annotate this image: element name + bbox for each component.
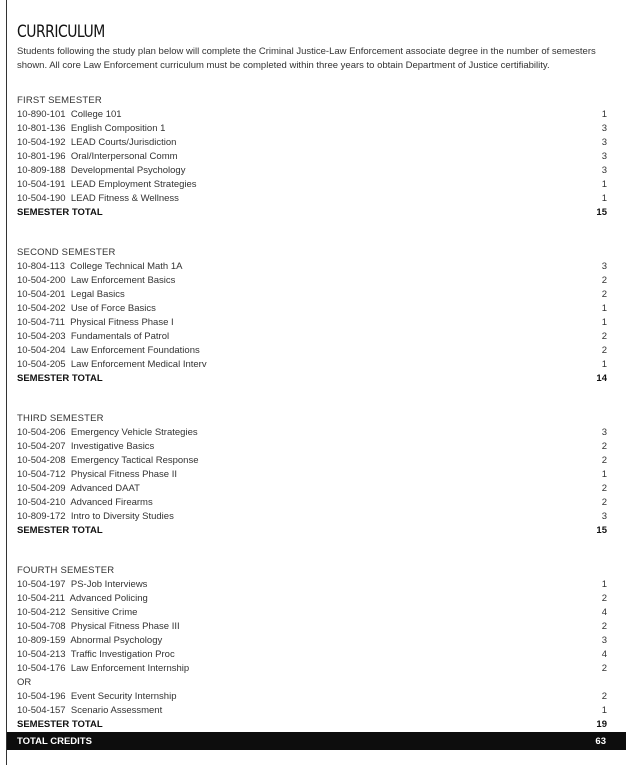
course-credits: 2 <box>601 441 607 452</box>
course-row <box>17 606 607 620</box>
semester-total-value: 14 <box>596 373 607 384</box>
semester-third <box>17 412 607 538</box>
semester-total-label: SEMESTER TOTAL <box>17 207 103 218</box>
course-credits: 2 <box>601 331 607 342</box>
course-credits: 1 <box>601 705 607 716</box>
semester-heading: FIRST SEMESTER <box>17 95 102 106</box>
semester-heading: SECOND SEMESTER <box>17 247 116 258</box>
semester-total-label: SEMESTER TOTAL <box>17 373 103 384</box>
course-credits: 1 <box>601 469 607 480</box>
course-credits: 3 <box>601 427 607 438</box>
course-credits: 3 <box>601 137 607 148</box>
spacer <box>17 538 607 564</box>
course-label: 10-504-202 Use of Force Basics <box>17 303 156 314</box>
course-label: 10-890-101 College 101 <box>17 109 122 120</box>
semester-second <box>17 246 607 386</box>
course-label: 10-504-204 Law Enforcement Foundations <box>17 345 200 356</box>
total-credits-bar <box>7 732 626 750</box>
course-label: 10-504-203 Fundamentals of Patrol <box>17 331 170 342</box>
course-row <box>17 344 607 358</box>
course-credits: 1 <box>601 317 607 328</box>
curriculum-page <box>17 22 607 732</box>
course-credits: 3 <box>601 151 607 162</box>
spacer <box>17 386 607 412</box>
course-credits: 2 <box>601 621 607 632</box>
course-credits: 2 <box>601 275 607 286</box>
semester-first <box>17 94 607 220</box>
course-row <box>17 620 607 634</box>
course-credits: 2 <box>601 455 607 466</box>
course-row <box>17 496 607 510</box>
course-credits: 2 <box>601 483 607 494</box>
course-row <box>17 302 607 316</box>
course-row <box>17 454 607 468</box>
course-label: 10-504-712 Physical Fitness Phase II <box>17 469 178 480</box>
course-row <box>17 358 607 372</box>
course-label: 10-504-210 Advanced Firearms <box>17 497 153 508</box>
course-credits: 3 <box>601 511 607 522</box>
course-row <box>17 108 607 122</box>
semester-total-row <box>17 372 607 386</box>
or-separator-row <box>17 676 607 690</box>
course-credits: 3 <box>601 123 607 134</box>
course-label: 10-801-196 Oral/Interpersonal Comm <box>17 151 178 162</box>
course-label: 10-504-176 Law Enforcement Internship <box>17 663 190 674</box>
course-credits: 1 <box>601 303 607 314</box>
course-row <box>17 468 607 482</box>
intro-paragraph: Students following the study plan below will complete the Criminal Justice-Law Enforcement associate degree in the number of semesters shown. All core Law Enforcement curriculum must be completed within three years to obtain Department of Justice certifiability. <box>17 46 596 71</box>
course-row <box>17 648 607 662</box>
course-label: 10-504-206 Emergency Vehicle Strategies <box>17 427 198 438</box>
semester-total-row <box>17 524 607 538</box>
course-row <box>17 122 607 136</box>
course-label: 10-804-113 College Technical Math 1A <box>17 261 183 272</box>
spacer <box>17 220 607 246</box>
course-credits: 1 <box>601 193 607 204</box>
course-label: 10-504-211 Advanced Policing <box>17 593 148 604</box>
semester-total-value: 15 <box>596 525 607 536</box>
course-label: 10-504-190 LEAD Fitness & Wellness <box>17 193 179 204</box>
total-credits-label: TOTAL CREDITS <box>17 735 92 747</box>
or-separator-label: OR <box>17 677 32 688</box>
course-row <box>17 482 607 496</box>
course-label: 10-504-191 LEAD Employment Strategies <box>17 179 197 190</box>
semester-total-label: SEMESTER TOTAL <box>17 525 103 536</box>
course-row <box>17 164 607 178</box>
semester-heading: THIRD SEMESTER <box>17 413 104 424</box>
course-label: 10-504-209 Advanced DAAT <box>17 483 140 494</box>
course-label: 10-504-711 Physical Fitness Phase I <box>17 317 174 328</box>
semester-total-label: SEMESTER TOTAL <box>17 719 103 730</box>
course-row <box>17 704 607 718</box>
course-row <box>17 288 607 302</box>
course-credits: 2 <box>601 593 607 604</box>
course-credits: 2 <box>601 691 607 702</box>
course-row <box>17 592 607 606</box>
course-credits: 1 <box>601 579 607 590</box>
course-label: 10-504-207 Investigative Basics <box>17 441 155 452</box>
course-credits: 3 <box>601 635 607 646</box>
course-row <box>17 274 607 288</box>
course-credits: 2 <box>601 663 607 674</box>
course-row <box>17 440 607 454</box>
course-credits: 4 <box>601 649 607 660</box>
semester-fourth <box>17 564 607 732</box>
course-label: 10-504-708 Physical Fitness Phase III <box>17 621 180 632</box>
course-label: 10-504-200 Law Enforcement Basics <box>17 275 176 286</box>
course-row <box>17 690 607 704</box>
course-row <box>17 426 607 440</box>
course-row <box>17 634 607 648</box>
left-margin-rule <box>6 0 7 765</box>
semester-total-value: 15 <box>596 207 607 218</box>
semester-heading: FOURTH SEMESTER <box>17 565 115 576</box>
course-row <box>17 662 607 676</box>
total-credits-value: 63 <box>595 735 606 747</box>
course-label: 10-809-159 Abnormal Psychology <box>17 635 163 646</box>
course-credits: 1 <box>601 109 607 120</box>
course-label: 10-809-172 Intro to Diversity Studies <box>17 511 174 522</box>
course-credits: 2 <box>601 497 607 508</box>
course-label: 10-504-192 LEAD Courts/Jurisdiction <box>17 137 177 148</box>
course-row <box>17 260 607 274</box>
course-row <box>17 178 607 192</box>
course-credits: 2 <box>601 289 607 300</box>
course-row <box>17 578 607 592</box>
course-label: 10-809-188 Developmental Psychology <box>17 165 186 176</box>
course-credits <box>583 676 607 690</box>
course-credits: 3 <box>601 165 607 176</box>
course-label: 10-801-136 English Composition 1 <box>17 123 166 134</box>
course-credits: 4 <box>601 607 607 618</box>
course-label: 10-504-212 Sensitive Crime <box>17 607 138 618</box>
spacer <box>17 72 607 94</box>
course-label: 10-504-205 Law Enforcement Medical Interv <box>17 359 207 370</box>
course-row <box>17 136 607 150</box>
course-row <box>17 316 607 330</box>
course-row <box>17 330 607 344</box>
course-label: 10-504-208 Emergency Tactical Response <box>17 455 199 466</box>
semester-total-value: 19 <box>596 719 607 730</box>
page-title: CURRICULUM <box>17 22 105 42</box>
course-credits: 2 <box>601 345 607 356</box>
course-row <box>17 150 607 164</box>
course-label: 10-504-197 PS-Job Interviews <box>17 579 148 590</box>
course-label: 10-504-157 Scenario Assessment <box>17 705 163 716</box>
course-row <box>17 510 607 524</box>
semester-total-row <box>17 718 607 732</box>
course-row <box>17 192 607 206</box>
course-label: 10-504-201 Legal Basics <box>17 289 125 300</box>
course-label: 10-504-213 Traffic Investigation Proc <box>17 649 175 660</box>
course-label: 10-504-196 Event Security Internship <box>17 691 177 702</box>
semester-total-row <box>17 206 607 220</box>
course-credits: 1 <box>601 359 607 370</box>
course-credits: 3 <box>601 261 607 272</box>
course-credits: 1 <box>601 179 607 190</box>
